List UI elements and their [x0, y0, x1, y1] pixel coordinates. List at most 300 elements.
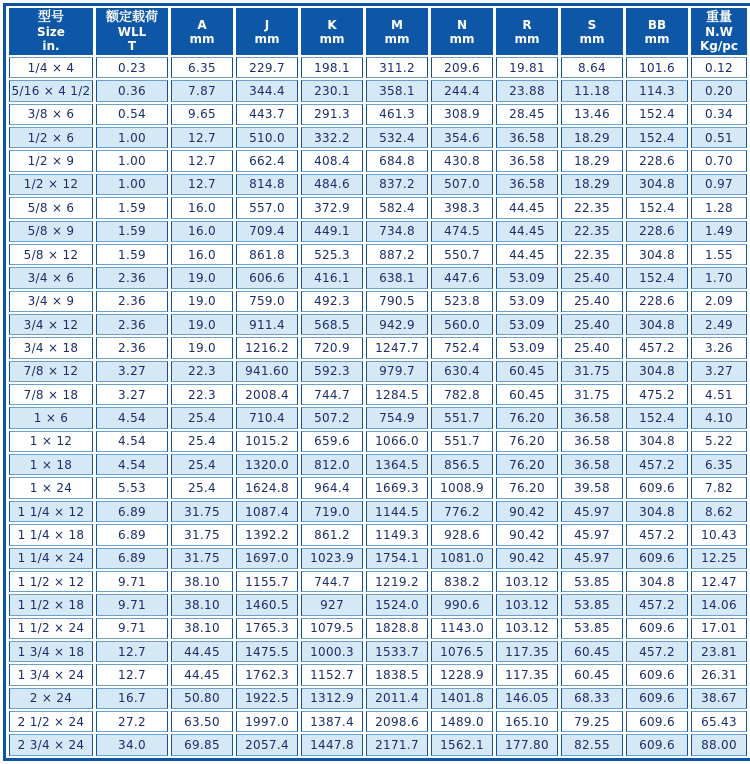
cell-j: 2008.4: [236, 384, 298, 405]
cell-wll: 0.54: [96, 104, 168, 125]
cell-m: 942.9: [366, 314, 428, 335]
cell-s: 82.55: [561, 734, 623, 756]
cell-wll: 3.27: [96, 384, 168, 405]
cell-bb: 228.6: [626, 291, 688, 312]
cell-a: 31.75: [171, 501, 233, 522]
cell-m: 358.1: [366, 80, 428, 101]
table-row: [9, 337, 747, 358]
cell-wll: 9.71: [96, 571, 168, 592]
cell-bb: 609.6: [626, 688, 688, 709]
cell-weight: 1.55: [691, 244, 747, 265]
cell-s: 68.33: [561, 688, 623, 709]
cell-size: 1 1/2 × 12: [9, 571, 93, 592]
cell-k: 507.2: [301, 407, 363, 428]
cell-weight: 0.97: [691, 174, 747, 195]
cell-r: 53.09: [496, 291, 558, 312]
cell-r: 36.58: [496, 174, 558, 195]
cell-k: 927: [301, 594, 363, 615]
cell-r: 117.35: [496, 641, 558, 662]
cell-k: 484.6: [301, 174, 363, 195]
cell-bb: 228.6: [626, 150, 688, 171]
cell-k: 719.0: [301, 501, 363, 522]
cell-n: 776.2: [431, 501, 493, 522]
cell-a: 19.0: [171, 291, 233, 312]
cell-size: 1/2 × 12: [9, 174, 93, 195]
column-header-line: mm: [189, 31, 215, 46]
cell-wll: 1.00: [96, 150, 168, 171]
cell-r: 90.42: [496, 548, 558, 569]
cell-n: 308.9: [431, 104, 493, 125]
cell-bb: 101.6: [626, 57, 688, 78]
cell-r: 44.45: [496, 197, 558, 218]
table-row: [9, 688, 747, 709]
cell-weight: 23.81: [691, 641, 747, 662]
cell-n: 1008.9: [431, 477, 493, 498]
cell-wll: 0.36: [96, 80, 168, 101]
cell-a: 25.4: [171, 431, 233, 452]
table-row: [9, 80, 747, 101]
cell-n: 507.0: [431, 174, 493, 195]
cell-bb: 152.4: [626, 104, 688, 125]
cell-j: 1392.2: [236, 524, 298, 545]
cell-a: 16.0: [171, 221, 233, 242]
table-row: [9, 501, 747, 522]
cell-wll: 6.89: [96, 501, 168, 522]
cell-j: 861.8: [236, 244, 298, 265]
cell-weight: 0.34: [691, 104, 747, 125]
cell-a: 25.4: [171, 454, 233, 475]
cell-wll: 1.00: [96, 127, 168, 148]
cell-bb: 457.2: [626, 524, 688, 545]
cell-weight: 4.10: [691, 407, 747, 428]
cell-bb: 152.4: [626, 407, 688, 428]
cell-a: 38.10: [171, 594, 233, 615]
table-row: [9, 431, 747, 452]
cell-weight: 0.70: [691, 150, 747, 171]
cell-r: 165.10: [496, 711, 558, 732]
cell-r: 53.09: [496, 314, 558, 335]
cell-size: 3/8 × 6: [9, 104, 93, 125]
cell-wll: 2.36: [96, 314, 168, 335]
cell-m: 790.5: [366, 291, 428, 312]
cell-j: 510.0: [236, 127, 298, 148]
cell-size: 2 1/2 × 24: [9, 711, 93, 732]
cell-size: 1 1/2 × 18: [9, 594, 93, 615]
cell-n: 1401.8: [431, 688, 493, 709]
column-header-line: S: [587, 17, 597, 32]
cell-s: 53.85: [561, 618, 623, 639]
cell-n: 782.8: [431, 384, 493, 405]
cell-j: 1155.7: [236, 571, 298, 592]
cell-bb: 152.4: [626, 127, 688, 148]
table-row: [9, 57, 747, 78]
column-header-line: 重量: [705, 10, 732, 25]
table-row: [9, 267, 747, 288]
cell-s: 8.64: [561, 57, 623, 78]
cell-n: 430.8: [431, 150, 493, 171]
table-row: [9, 384, 747, 405]
cell-a: 19.0: [171, 337, 233, 358]
cell-size: 7/8 × 18: [9, 384, 93, 405]
cell-m: 1533.7: [366, 641, 428, 662]
cell-wll: 5.53: [96, 477, 168, 498]
table-row: [9, 197, 747, 218]
column-header-line: mm: [254, 31, 280, 46]
cell-j: 814.8: [236, 174, 298, 195]
cell-size: 2 3/4 × 24: [9, 734, 93, 756]
cell-j: 1997.0: [236, 711, 298, 732]
cell-wll: 12.7: [96, 664, 168, 685]
cell-weight: 5.22: [691, 431, 747, 452]
cell-weight: 6.35: [691, 454, 747, 475]
cell-size: 3/4 × 18: [9, 337, 93, 358]
cell-wll: 4.54: [96, 431, 168, 452]
cell-m: 1828.8: [366, 618, 428, 639]
table-row: [9, 361, 747, 382]
cell-weight: 88.00: [691, 734, 747, 756]
cell-k: 720.9: [301, 337, 363, 358]
cell-a: 31.75: [171, 524, 233, 545]
cell-s: 36.58: [561, 454, 623, 475]
cell-r: 103.12: [496, 571, 558, 592]
cell-m: 1066.0: [366, 431, 428, 452]
table-row: [9, 477, 747, 498]
cell-size: 3/4 × 6: [9, 267, 93, 288]
cell-j: 759.0: [236, 291, 298, 312]
cell-j: 1624.8: [236, 477, 298, 498]
cell-s: 60.45: [561, 641, 623, 662]
cell-j: 710.4: [236, 407, 298, 428]
cell-wll: 4.54: [96, 454, 168, 475]
column-header-line: mm: [319, 31, 345, 46]
cell-n: 1489.0: [431, 711, 493, 732]
cell-wll: 1.59: [96, 244, 168, 265]
table-row: [9, 524, 747, 545]
column-header-line: mm: [579, 31, 605, 46]
cell-wll: 9.71: [96, 618, 168, 639]
table-row: [9, 664, 747, 685]
column-header-k: [301, 8, 363, 55]
cell-a: 16.0: [171, 197, 233, 218]
cell-s: 18.29: [561, 174, 623, 195]
cell-k: 744.7: [301, 384, 363, 405]
cell-j: 1087.4: [236, 501, 298, 522]
table-row: [9, 407, 747, 428]
cell-m: 1219.2: [366, 571, 428, 592]
cell-r: 53.09: [496, 337, 558, 358]
column-header-line: mm: [449, 31, 475, 46]
cell-r: 28.45: [496, 104, 558, 125]
cell-n: 551.7: [431, 431, 493, 452]
cell-wll: 1.00: [96, 174, 168, 195]
column-header-n: [431, 8, 493, 55]
cell-r: 36.58: [496, 150, 558, 171]
cell-k: 525.3: [301, 244, 363, 265]
cell-m: 684.8: [366, 150, 428, 171]
cell-m: 837.2: [366, 174, 428, 195]
cell-m: 1144.5: [366, 501, 428, 522]
cell-s: 45.97: [561, 524, 623, 545]
cell-r: 36.58: [496, 127, 558, 148]
cell-k: 659.6: [301, 431, 363, 452]
cell-k: 372.9: [301, 197, 363, 218]
cell-size: 1 1/4 × 18: [9, 524, 93, 545]
cell-bb: 304.8: [626, 431, 688, 452]
cell-a: 31.75: [171, 548, 233, 569]
column-header-line: A: [197, 17, 207, 32]
cell-wll: 2.36: [96, 291, 168, 312]
cell-m: 979.7: [366, 361, 428, 382]
cell-m: 1284.5: [366, 384, 428, 405]
cell-n: 630.4: [431, 361, 493, 382]
cell-j: 1015.2: [236, 431, 298, 452]
cell-j: 344.4: [236, 80, 298, 101]
cell-m: 1838.5: [366, 664, 428, 685]
cell-j: 1320.0: [236, 454, 298, 475]
cell-m: 2011.4: [366, 688, 428, 709]
cell-s: 22.35: [561, 197, 623, 218]
cell-m: 2098.6: [366, 711, 428, 732]
cell-wll: 16.7: [96, 688, 168, 709]
cell-m: 1524.0: [366, 594, 428, 615]
spec-table: [3, 3, 750, 761]
cell-a: 22.3: [171, 384, 233, 405]
column-header-line: N.W: [705, 25, 733, 39]
cell-a: 25.4: [171, 407, 233, 428]
cell-wll: 2.36: [96, 337, 168, 358]
cell-a: 12.7: [171, 174, 233, 195]
cell-m: 754.9: [366, 407, 428, 428]
cell-size: 1/4 × 4: [9, 57, 93, 78]
cell-bb: 152.4: [626, 197, 688, 218]
column-header-size: [9, 8, 93, 55]
cell-bb: 457.2: [626, 337, 688, 358]
cell-j: 662.4: [236, 150, 298, 171]
cell-k: 492.3: [301, 291, 363, 312]
cell-a: 38.10: [171, 571, 233, 592]
cell-j: 557.0: [236, 197, 298, 218]
cell-wll: 12.7: [96, 641, 168, 662]
cell-bb: 304.8: [626, 361, 688, 382]
cell-s: 22.35: [561, 244, 623, 265]
cell-size: 3/4 × 9: [9, 291, 93, 312]
cell-weight: 0.51: [691, 127, 747, 148]
column-header-line: mm: [384, 31, 410, 46]
cell-m: 734.8: [366, 221, 428, 242]
column-header-line: Kg/pc: [700, 39, 738, 53]
cell-j: 941.60: [236, 361, 298, 382]
cell-n: 550.7: [431, 244, 493, 265]
cell-bb: 457.2: [626, 641, 688, 662]
cell-s: 22.35: [561, 221, 623, 242]
cell-s: 36.58: [561, 431, 623, 452]
cell-k: 1152.7: [301, 664, 363, 685]
table-row: [9, 150, 747, 171]
column-header-line: BB: [647, 17, 667, 32]
cell-k: 291.3: [301, 104, 363, 125]
cell-a: 44.45: [171, 664, 233, 685]
cell-weight: 8.62: [691, 501, 747, 522]
column-header-line: K: [327, 17, 337, 32]
cell-m: 1669.3: [366, 477, 428, 498]
cell-n: 1562.1: [431, 734, 493, 756]
cell-a: 50.80: [171, 688, 233, 709]
cell-weight: 10.43: [691, 524, 747, 545]
cell-j: 1697.0: [236, 548, 298, 569]
cell-m: 1754.1: [366, 548, 428, 569]
cell-bb: 152.4: [626, 267, 688, 288]
cell-s: 60.45: [561, 664, 623, 685]
column-header-line: mm: [514, 31, 540, 46]
cell-r: 60.45: [496, 384, 558, 405]
column-header-wll: [96, 8, 168, 55]
cell-a: 22.3: [171, 361, 233, 382]
cell-k: 198.1: [301, 57, 363, 78]
cell-weight: 2.49: [691, 314, 747, 335]
table-row: [9, 104, 747, 125]
cell-m: 1149.3: [366, 524, 428, 545]
column-header-line: 型号: [37, 10, 64, 25]
cell-s: 53.85: [561, 571, 623, 592]
cell-bb: 457.2: [626, 594, 688, 615]
table-row: [9, 618, 747, 639]
cell-a: 69.85: [171, 734, 233, 756]
cell-weight: 3.27: [691, 361, 747, 382]
cell-k: 449.1: [301, 221, 363, 242]
cell-n: 1228.9: [431, 664, 493, 685]
cell-bb: 609.6: [626, 548, 688, 569]
cell-n: 1076.5: [431, 641, 493, 662]
cell-s: 79.25: [561, 711, 623, 732]
column-header-line: WLL: [117, 25, 147, 39]
cell-r: 90.42: [496, 501, 558, 522]
cell-n: 1081.0: [431, 548, 493, 569]
table-row: [9, 711, 747, 732]
cell-size: 1 × 18: [9, 454, 93, 475]
column-header-line: mm: [644, 31, 670, 46]
cell-bb: 304.8: [626, 174, 688, 195]
cell-m: 887.2: [366, 244, 428, 265]
cell-m: 1247.7: [366, 337, 428, 358]
cell-m: 582.4: [366, 197, 428, 218]
cell-size: 5/16 × 4 1/2: [9, 80, 93, 101]
cell-a: 44.45: [171, 641, 233, 662]
cell-s: 13.46: [561, 104, 623, 125]
cell-bb: 457.2: [626, 454, 688, 475]
cell-k: 230.1: [301, 80, 363, 101]
column-header-line: M: [391, 17, 403, 32]
cell-k: 812.0: [301, 454, 363, 475]
cell-r: 19.81: [496, 57, 558, 78]
cell-n: 551.7: [431, 407, 493, 428]
cell-s: 45.97: [561, 501, 623, 522]
cell-size: 1 × 6: [9, 407, 93, 428]
cell-wll: 9.71: [96, 594, 168, 615]
cell-n: 354.6: [431, 127, 493, 148]
cell-m: 1364.5: [366, 454, 428, 475]
cell-n: 474.5: [431, 221, 493, 242]
cell-size: 5/8 × 6: [9, 197, 93, 218]
cell-k: 861.2: [301, 524, 363, 545]
column-header-line: N: [456, 17, 468, 32]
cell-weight: 0.12: [691, 57, 747, 78]
cell-a: 16.0: [171, 244, 233, 265]
column-header-line: 额定载荷: [105, 10, 158, 25]
cell-n: 1143.0: [431, 618, 493, 639]
cell-bb: 114.3: [626, 80, 688, 101]
cell-weight: 7.82: [691, 477, 747, 498]
cell-s: 25.40: [561, 291, 623, 312]
cell-j: 2057.4: [236, 734, 298, 756]
cell-m: 638.1: [366, 267, 428, 288]
table-row: [9, 548, 747, 569]
cell-m: 461.3: [366, 104, 428, 125]
cell-bb: 304.8: [626, 501, 688, 522]
cell-bb: 609.6: [626, 618, 688, 639]
cell-wll: 4.54: [96, 407, 168, 428]
table-row: [9, 127, 747, 148]
table-row: [9, 641, 747, 662]
cell-n: 856.5: [431, 454, 493, 475]
cell-weight: 17.01: [691, 618, 747, 639]
cell-size: 5/8 × 9: [9, 221, 93, 242]
cell-weight: 2.09: [691, 291, 747, 312]
cell-n: 838.2: [431, 571, 493, 592]
cell-n: 447.6: [431, 267, 493, 288]
cell-weight: 4.51: [691, 384, 747, 405]
cell-r: 90.42: [496, 524, 558, 545]
cell-n: 560.0: [431, 314, 493, 335]
cell-a: 6.35: [171, 57, 233, 78]
column-header-line: Size: [37, 25, 65, 39]
cell-k: 332.2: [301, 127, 363, 148]
cell-s: 11.18: [561, 80, 623, 101]
cell-r: 177.80: [496, 734, 558, 756]
cell-n: 209.6: [431, 57, 493, 78]
cell-size: 1 1/2 × 24: [9, 618, 93, 639]
cell-bb: 304.8: [626, 244, 688, 265]
cell-weight: 12.25: [691, 548, 747, 569]
cell-wll: 6.89: [96, 524, 168, 545]
cell-bb: 609.6: [626, 711, 688, 732]
cell-bb: 609.6: [626, 664, 688, 685]
table-row: [9, 221, 747, 242]
cell-size: 1 3/4 × 18: [9, 641, 93, 662]
cell-bb: 475.2: [626, 384, 688, 405]
column-header-r: [496, 8, 558, 55]
cell-size: 7/8 × 12: [9, 361, 93, 382]
cell-s: 18.29: [561, 150, 623, 171]
cell-r: 53.09: [496, 267, 558, 288]
cell-weight: 26.31: [691, 664, 747, 685]
cell-r: 60.45: [496, 361, 558, 382]
cell-a: 12.7: [171, 127, 233, 148]
cell-wll: 1.59: [96, 197, 168, 218]
cell-m: 532.4: [366, 127, 428, 148]
cell-weight: 0.20: [691, 80, 747, 101]
cell-n: 398.3: [431, 197, 493, 218]
table-body: [9, 57, 747, 756]
column-header-line: in.: [42, 39, 60, 53]
cell-m: 311.2: [366, 57, 428, 78]
cell-a: 38.10: [171, 618, 233, 639]
cell-r: 146.05: [496, 688, 558, 709]
cell-n: 523.8: [431, 291, 493, 312]
cell-r: 103.12: [496, 618, 558, 639]
cell-s: 31.75: [561, 384, 623, 405]
cell-r: 76.20: [496, 407, 558, 428]
cell-s: 45.97: [561, 548, 623, 569]
